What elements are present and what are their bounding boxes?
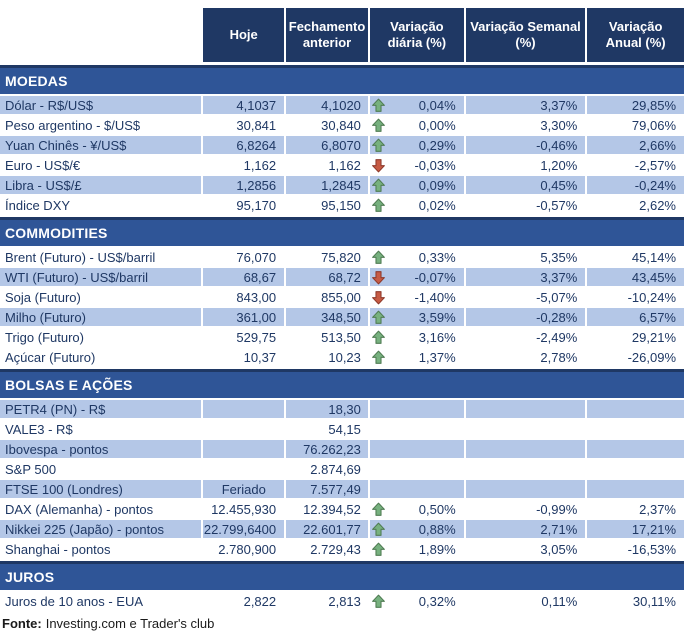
column-header-hoje: Hoje	[203, 8, 284, 62]
table-row	[0, 500, 684, 518]
cell-hoje[interactable]: 10,37	[243, 349, 277, 365]
column-header-variacao-semanal: Variação Semanal (%)	[466, 8, 586, 62]
trend-arrow-icon	[371, 441, 387, 457]
cell-label[interactable]: Índice DXY	[5, 197, 71, 213]
cell-var-semanal[interactable]: -0,99%	[536, 501, 578, 517]
cell-var-diaria[interactable]	[370, 136, 464, 154]
var-diaria-value: 0,02%	[418, 197, 456, 213]
cell-var-anual[interactable]: 2,66%	[587, 136, 684, 154]
cell-var-semanal[interactable]: 2,71%	[466, 520, 586, 538]
cell-fechamento[interactable]: 30,840	[321, 117, 361, 133]
table-row	[0, 460, 684, 478]
cell-var-semanal[interactable]	[466, 400, 586, 418]
cell-var-anual[interactable]: 43,45%	[587, 268, 684, 286]
cell-var-diaria[interactable]	[370, 176, 464, 194]
cell-label[interactable]: PETR4 (PN) - R$	[0, 400, 201, 418]
cell-var-semanal[interactable]	[466, 480, 586, 498]
cell-var-semanal[interactable]: 1,20%	[540, 157, 578, 173]
trend-arrow-icon	[371, 593, 387, 609]
cell-var-anual[interactable]: 29,85%	[587, 96, 684, 114]
trend-arrow-icon	[371, 541, 387, 557]
trend-arrow-icon	[371, 461, 387, 477]
column-header-fechamento-anterior: Fechamento anterior	[286, 8, 368, 62]
cell-label[interactable]: Ibovespa - pontos	[0, 440, 201, 458]
section-title: COMMODITIES	[5, 225, 108, 241]
var-diaria-value: 0,88%	[418, 521, 456, 537]
cell-label[interactable]: Dólar - R$/US$	[0, 96, 201, 114]
table-row	[0, 540, 684, 558]
cell-hoje[interactable]: 76,070	[236, 249, 277, 265]
cell-var-semanal[interactable]: -0,46%	[466, 136, 586, 154]
cell-var-anual[interactable]: -2,57%	[634, 157, 676, 173]
cell-fechamento[interactable]: 348,50	[286, 308, 368, 326]
cell-var-semanal[interactable]	[466, 440, 586, 458]
cell-fechamento[interactable]: 513,50	[321, 329, 361, 345]
cell-var-diaria[interactable]	[370, 460, 464, 478]
section-title: BOLSAS E AÇÕES	[5, 377, 133, 393]
cell-var-semanal[interactable]: 0,11%	[541, 593, 578, 609]
cell-var-anual[interactable]: 30,11%	[632, 593, 676, 609]
cell-label[interactable]: Soja (Futuro)	[5, 289, 81, 305]
trend-arrow-icon	[371, 329, 387, 345]
cell-var-diaria[interactable]	[370, 500, 464, 518]
table-row	[0, 116, 684, 134]
trend-arrow-icon	[371, 137, 387, 153]
cell-hoje[interactable]: 843,00	[236, 289, 277, 305]
cell-hoje[interactable]	[203, 440, 284, 458]
cell-label[interactable]: Milho (Futuro)	[0, 308, 201, 326]
var-diaria-value: 3,16%	[418, 329, 456, 345]
source-note	[0, 613, 684, 633]
cell-fechamento[interactable]: 95,150	[321, 197, 361, 213]
section-title: JUROS	[5, 569, 55, 585]
cell-label[interactable]: FTSE 100 (Londres)	[0, 480, 201, 498]
cell-var-semanal[interactable]	[466, 460, 586, 478]
table-row	[0, 196, 684, 214]
var-diaria-value: 3,59%	[418, 309, 456, 325]
table-body	[0, 65, 684, 610]
cell-label[interactable]: VALE3 - R$	[5, 421, 73, 437]
cell-var-semanal[interactable]: 3,37%	[466, 96, 586, 114]
cell-fechamento[interactable]: 2.729,43	[310, 541, 361, 557]
table-row	[0, 440, 684, 458]
cell-var-semanal[interactable]: -0,57%	[536, 197, 578, 213]
cell-hoje[interactable]: 30,841	[236, 117, 277, 133]
cell-hoje[interactable]: 2,822	[243, 593, 277, 609]
cell-label[interactable]: Yuan Chinês - ¥/US$	[0, 136, 201, 154]
cell-var-diaria[interactable]	[370, 400, 464, 418]
cell-label[interactable]: Peso argentino - $/US$	[5, 117, 141, 133]
trend-arrow-icon	[371, 309, 387, 325]
financial-table	[0, 8, 684, 633]
cell-var-anual[interactable]	[587, 420, 684, 438]
cell-fechamento[interactable]: 2,813	[328, 593, 361, 609]
table-row	[0, 480, 684, 498]
cell-fechamento[interactable]: 68,72	[286, 268, 368, 286]
header-spacer	[0, 8, 201, 62]
cell-var-semanal[interactable]: -5,07%	[536, 289, 578, 305]
cell-hoje[interactable]: 361,00	[203, 308, 284, 326]
trend-arrow-icon	[371, 177, 387, 193]
table-row	[0, 420, 684, 438]
cell-hoje[interactable]: 529,75	[236, 329, 277, 345]
cell-fechamento[interactable]: 12.394,52	[303, 501, 361, 517]
source-label: Fonte:	[2, 615, 42, 631]
cell-var-diaria[interactable]	[370, 116, 464, 134]
section-title: MOEDAS	[5, 73, 68, 89]
cell-var-diaria[interactable]	[370, 156, 464, 174]
cell-var-semanal[interactable]: 3,30%	[540, 117, 578, 133]
cell-fechamento[interactable]: 2.874,69	[310, 461, 361, 477]
table-row	[0, 308, 684, 326]
cell-label[interactable]: Trigo (Futuro)	[5, 329, 84, 345]
section-header	[0, 65, 684, 94]
cell-hoje[interactable]: 22.799,6400	[203, 520, 284, 538]
trend-arrow-icon	[371, 97, 387, 113]
trend-arrow-icon	[371, 401, 387, 417]
cell-var-diaria[interactable]	[370, 288, 464, 306]
cell-var-anual[interactable]: -26,09%	[627, 349, 676, 365]
var-diaria-value: -1,40%	[414, 289, 456, 305]
trend-arrow-icon	[371, 269, 387, 285]
trend-arrow-icon	[371, 197, 387, 213]
cell-var-anual[interactable]: 2,62%	[639, 197, 676, 213]
table-row	[0, 156, 684, 174]
table-row	[0, 520, 684, 538]
cell-var-anual[interactable]	[587, 460, 684, 478]
cell-var-anual[interactable]	[587, 440, 684, 458]
table-row	[0, 288, 684, 306]
cell-fechamento[interactable]: 855,00	[321, 289, 361, 305]
cell-var-anual[interactable]: 29,21%	[631, 329, 676, 345]
trend-arrow-icon	[371, 481, 387, 497]
cell-fechamento[interactable]: 10,23	[328, 349, 361, 365]
cell-var-anual[interactable]: 2,37%	[639, 501, 676, 517]
var-diaria-value: 0,09%	[418, 177, 456, 193]
table-row	[0, 136, 684, 154]
cell-hoje[interactable]: 12.455,930	[211, 501, 277, 517]
table-row	[0, 328, 684, 346]
cell-label[interactable]: Libra - US$/£	[0, 176, 201, 194]
cell-hoje[interactable]	[203, 460, 284, 478]
cell-var-semanal[interactable]: 3,37%	[466, 268, 586, 286]
table-row	[0, 248, 684, 266]
table-row	[0, 96, 684, 114]
cell-var-semanal[interactable]: -0,28%	[466, 308, 586, 326]
var-diaria-value: -0,07%	[414, 269, 456, 285]
trend-arrow-icon	[371, 289, 387, 305]
cell-var-anual[interactable]: -16,53%	[627, 541, 676, 557]
cell-hoje[interactable]: 95,170	[236, 197, 277, 213]
cell-label[interactable]: Juros de 10 anos - EUA	[5, 593, 144, 609]
cell-fechamento[interactable]: 1,162	[328, 157, 361, 173]
cell-fechamento[interactable]: 76.262,23	[286, 440, 368, 458]
cell-var-anual[interactable]: -10,24%	[627, 289, 676, 305]
cell-hoje[interactable]	[203, 400, 284, 418]
trend-arrow-icon	[371, 117, 387, 133]
cell-var-diaria[interactable]	[370, 248, 464, 266]
cell-label[interactable]: Nikkei 225 (Japão) - pontos	[0, 520, 201, 538]
cell-fechamento[interactable]: 22.601,77	[286, 520, 368, 538]
var-diaria-value: 1,37%	[418, 349, 456, 365]
source-text: Investing.com e Trader's club	[45, 615, 215, 631]
table-row	[0, 592, 684, 610]
trend-arrow-icon	[371, 421, 387, 437]
cell-label[interactable]: S&P 500	[5, 461, 57, 477]
var-diaria-value: 0,00%	[418, 117, 456, 133]
cell-var-diaria[interactable]	[370, 440, 464, 458]
cell-label[interactable]: DAX (Alemanha) - pontos	[5, 501, 154, 517]
section-header	[0, 369, 684, 398]
var-diaria-value: 0,33%	[418, 249, 456, 265]
cell-var-semanal[interactable]: 0,45%	[466, 176, 586, 194]
cell-var-diaria[interactable]	[370, 540, 464, 558]
var-diaria-value: 0,50%	[418, 501, 456, 517]
table-row	[0, 348, 684, 366]
cell-label[interactable]: WTI (Futuro) - US$/barril	[0, 268, 201, 286]
cell-var-diaria[interactable]	[370, 592, 464, 610]
cell-var-anual[interactable]	[587, 400, 684, 418]
cell-var-semanal[interactable]: 2,78%	[540, 349, 578, 365]
cell-fechamento[interactable]: 6,8070	[286, 136, 368, 154]
cell-label[interactable]: Euro - US$/€	[5, 157, 81, 173]
cell-fechamento[interactable]: 54,15	[328, 421, 361, 437]
cell-var-diaria[interactable]	[370, 520, 464, 538]
cell-hoje[interactable]: Feriado	[203, 480, 284, 498]
cell-fechamento[interactable]: 1,2845	[286, 176, 368, 194]
cell-fechamento[interactable]: 75,820	[321, 249, 361, 265]
cell-hoje[interactable]: 1,2856	[203, 176, 284, 194]
table-row	[0, 400, 684, 418]
cell-var-diaria[interactable]	[370, 96, 464, 114]
cell-hoje[interactable]: 2.780,900	[218, 541, 277, 557]
cell-label[interactable]: Shanghai - pontos	[5, 541, 111, 557]
cell-var-anual[interactable]: 17,21%	[587, 520, 684, 538]
section-header	[0, 561, 684, 590]
cell-hoje[interactable]: 6,8264	[203, 136, 284, 154]
column-header-variacao-anual: Variação Anual (%)	[587, 8, 684, 62]
cell-var-anual[interactable]	[587, 480, 684, 498]
var-diaria-value: 1,89%	[418, 541, 456, 557]
cell-hoje[interactable]: 4,1037	[203, 96, 284, 114]
var-diaria-value: 0,32%	[418, 593, 456, 609]
cell-var-diaria[interactable]	[370, 196, 464, 214]
trend-arrow-icon	[371, 349, 387, 365]
cell-var-diaria[interactable]	[370, 480, 464, 498]
cell-hoje[interactable]: 1,162	[243, 157, 277, 173]
cell-var-diaria[interactable]	[370, 420, 464, 438]
cell-fechamento[interactable]: 18,30	[286, 400, 368, 418]
trend-arrow-icon	[371, 249, 387, 265]
table-row	[0, 268, 684, 286]
var-diaria-value: -0,03%	[414, 157, 456, 173]
cell-var-anual[interactable]: 79,06%	[631, 117, 676, 133]
cell-hoje[interactable]	[203, 420, 284, 438]
cell-var-anual[interactable]: 45,14%	[631, 249, 676, 265]
column-header-variacao-diaria: Variação diária (%)	[370, 8, 464, 62]
cell-var-diaria[interactable]	[370, 308, 464, 326]
cell-fechamento[interactable]: 4,1020	[286, 96, 368, 114]
cell-var-semanal[interactable]: 3,05%	[540, 541, 578, 557]
column-header-row	[0, 8, 684, 62]
table-row	[0, 176, 684, 194]
cell-fechamento[interactable]: 7.577,49	[286, 480, 368, 498]
cell-var-diaria[interactable]	[370, 348, 464, 366]
var-diaria-value: 0,04%	[418, 97, 456, 113]
trend-arrow-icon	[371, 157, 387, 173]
section-header	[0, 217, 684, 246]
cell-var-anual[interactable]: 6,57%	[587, 308, 684, 326]
trend-arrow-icon	[371, 521, 387, 537]
cell-hoje[interactable]: 68,67	[203, 268, 284, 286]
cell-var-diaria[interactable]	[370, 328, 464, 346]
cell-var-anual[interactable]: -0,24%	[587, 176, 684, 194]
cell-label[interactable]: Açúcar (Futuro)	[5, 349, 96, 365]
cell-var-semanal[interactable]	[466, 420, 586, 438]
cell-label[interactable]: Brent (Futuro) - US$/barril	[5, 249, 156, 265]
var-diaria-value: 0,29%	[418, 137, 456, 153]
cell-var-diaria[interactable]	[370, 268, 464, 286]
trend-arrow-icon	[371, 501, 387, 517]
cell-var-semanal[interactable]: -2,49%	[536, 329, 578, 345]
cell-var-semanal[interactable]: 5,35%	[540, 249, 578, 265]
